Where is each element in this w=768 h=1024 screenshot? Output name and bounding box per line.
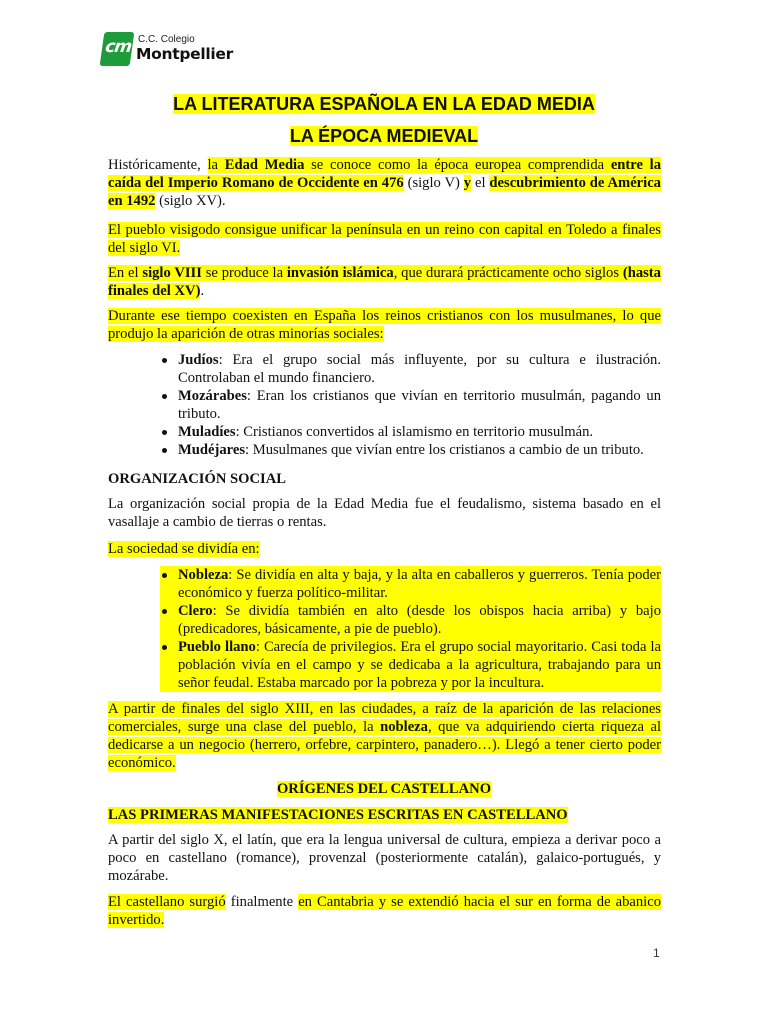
text-run: (hasta finales del XV)	[108, 265, 661, 299]
logo-mark-text: cm	[103, 37, 133, 57]
paragraph-text: A partir del siglo X, el latín, que era la lengua universal de cultura, empieza a derivar poco a poco en castellano (romance), provenzal (posteriormente catalán), galaico-portugués, y mozárabe.	[108, 832, 661, 884]
section-heading-text: ORÍGENES DEL CASTELLANO	[276, 781, 492, 797]
paragraph-visigodos	[108, 221, 661, 257]
section-heading-origenes	[0, 780, 768, 798]
bullet-list	[160, 566, 661, 692]
paragraph-text	[108, 156, 661, 210]
paragraph-sociedad	[108, 540, 661, 558]
paragraph-castellano	[108, 893, 661, 929]
logo-mark-icon	[100, 32, 135, 66]
paragraph-feudalismo	[108, 495, 661, 531]
paragraph-invasion	[108, 264, 661, 300]
text-run: (siglo V)	[403, 175, 464, 191]
list-text: : Era el grupo social más influyente, por su cultura e ilustración. Controlaban el mundo financiero.	[178, 352, 661, 386]
paragraph-text	[108, 264, 661, 300]
text-run: y	[463, 175, 472, 191]
list-item	[160, 423, 661, 441]
list-text: : Eran los cristianos que vivían en territorio musulmán, pagando un tributo.	[178, 388, 661, 422]
text-run: en Cantabria y se extendió hacia el sur en forma de abanico invertido.	[108, 894, 662, 928]
page-number: 1	[653, 946, 660, 960]
paragraph-latin	[108, 831, 661, 885]
list-text: : Carecía de privilegios. Era el grupo social mayoritario. Casi toda la población vivía en el campo y se dedicaba a la agricultura, trabajando para un señor feudal. Estaba marcado por la pobreza y por la incultura.	[178, 639, 661, 691]
text-run: descubrimiento de América en 1492	[108, 175, 661, 209]
paragraph-text	[108, 307, 661, 343]
paragraph-edad-media	[108, 156, 661, 210]
list-text: : Musulmanes que vivían entre los cristianos a cambio de un tributo.	[245, 442, 644, 458]
page-title-text: LA LITERATURA ESPAÑOLA EN LA EDAD MEDIA	[173, 94, 595, 114]
list-term: Clero	[178, 603, 213, 619]
list-item	[160, 602, 661, 638]
logo-big-text: Montpellier	[136, 45, 233, 63]
text-run: El pueblo visigodo consigue unificar la península en un reino con capital en Toledo a finales del siglo VI.	[108, 222, 661, 256]
text-run: A partir de finales del siglo XIII, en las ciudades, a raíz de la aparición de las relaciones comerciales, surge una clase del pueblo, la	[108, 701, 661, 735]
paragraph-text	[108, 893, 661, 929]
section-heading-text: LAS PRIMERAS MANIFESTACIONES ESCRITAS EN CASTELLANO	[108, 807, 568, 823]
text-run: En el	[108, 265, 143, 281]
text-run: finalmente	[225, 894, 299, 910]
list-item	[160, 351, 661, 387]
page-subtitle	[0, 125, 768, 147]
text-run: El castellano surgió	[108, 894, 226, 910]
section-heading-text: ORGANIZACIÓN SOCIAL	[108, 471, 286, 487]
text-run: Históricamente,	[108, 157, 208, 173]
list-item	[160, 387, 661, 423]
text-run: la	[207, 157, 225, 173]
minorities-list	[160, 351, 661, 459]
section-heading-organizacion	[108, 470, 661, 488]
text-run: siglo VIII	[142, 265, 202, 281]
text-run: (siglo XV).	[155, 193, 226, 209]
paragraph-coexistencia	[108, 307, 661, 343]
text-run: invasión islámica	[286, 265, 394, 281]
list-term: Mozárabes	[178, 388, 247, 404]
page-title	[0, 93, 768, 115]
paragraph-burguesia	[108, 700, 661, 772]
text-run: Edad Media	[224, 157, 305, 173]
list-item	[160, 566, 661, 602]
text-run: nobleza	[380, 719, 428, 735]
text-run: Durante ese tiempo coexisten en España los reinos cristianos con los musulmanes, lo que produjo la aparición de otras minorías sociales:	[108, 308, 661, 342]
section-heading-wrap	[108, 806, 661, 824]
school-logo	[102, 32, 233, 68]
text-run: se produce la	[201, 265, 287, 281]
list-text: : Se dividía también en alto (desde los obispos hacia arriba) y bajo (predicadores, básicamente, a pie de pueblo).	[178, 603, 661, 637]
page-subtitle-text: LA ÉPOCA MEDIEVAL	[289, 126, 479, 146]
paragraph-text	[108, 540, 661, 558]
list-term: Muladíes	[178, 424, 236, 440]
list-term: Mudéjares	[178, 442, 246, 458]
list-term: Pueblo llano	[178, 639, 256, 655]
bullet-list	[160, 351, 661, 459]
text-run: .	[200, 283, 205, 299]
paragraph-text: La organización social propia de la Edad Media fue el feudalismo, sistema basado en el vasallaje a cambio de tierras o rentas.	[108, 496, 661, 530]
text-run: el	[471, 175, 490, 191]
list-item	[160, 638, 661, 692]
list-text: : Se dividía en alta y baja, y la alta en caballeros y guerreros. Tenía poder económico y fuerza político-militar.	[178, 567, 661, 601]
paragraph-text	[108, 221, 661, 257]
list-term: Judíos	[178, 352, 219, 368]
paragraph-text	[108, 700, 661, 772]
section-heading-manifestaciones	[108, 806, 661, 824]
text-run: se conoce como la época europea comprendida	[304, 157, 611, 173]
logo-small-text: C.C. Colegio	[138, 34, 195, 45]
list-term: Nobleza	[178, 567, 229, 583]
text-run: , que durará prácticamente ocho siglos	[393, 265, 623, 281]
social-classes-list	[160, 566, 661, 692]
text-run: La sociedad se dividía en:	[108, 541, 260, 557]
text-run: , que va adquiriendo cierta riqueza al dedicarse a un negocio (herrero, orfebre, carpintero, panadero…). Llegó a tener cierto poder económico.	[108, 719, 661, 771]
text-run: entre la caída del Imperio Romano de Occidente en 476	[108, 157, 662, 191]
list-item	[160, 441, 661, 459]
list-text: : Cristianos convertidos al islamismo en territorio musulmán.	[235, 424, 594, 440]
